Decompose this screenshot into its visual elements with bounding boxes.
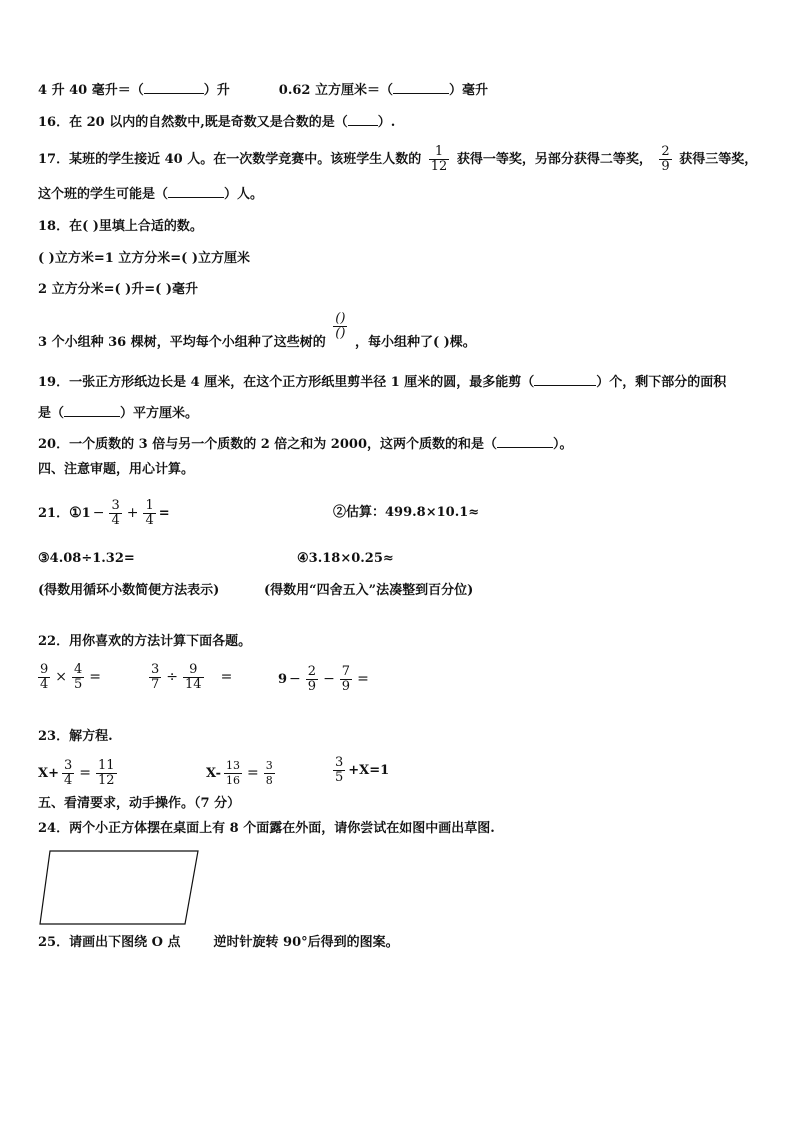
- q17-line1-post: 获得三等奖，: [679, 152, 758, 167]
- q21-note1: (得数用循环小数简便方法表示): [38, 583, 220, 598]
- q22-expr3: 9 − $\frac{2}{9}$ − $\frac{7}{9}$ =: [278, 664, 369, 694]
- q19-line1-pre: 19．一张正方形纸边长是 4 厘米，在这个正方形纸里剪半径 1 厘米的圆，最多能剪（: [38, 375, 535, 390]
- q22-term: 9: [278, 672, 288, 687]
- q15-part2-post: ）毫升: [449, 83, 489, 98]
- q19-line2-pre: 是（: [38, 406, 65, 421]
- q23-title: 23．解方程.: [38, 729, 113, 744]
- section-4-heading: 四、注意审题，用心计算。: [38, 462, 195, 477]
- q23-term: X-: [206, 766, 222, 781]
- fraction: $\frac{3}{4}$: [111, 498, 120, 528]
- q20-text-post: ）。: [553, 437, 573, 452]
- q18-line2: 2 立方分米=( )升=( )毫升: [38, 282, 199, 297]
- q21-note2: (得数用“四舍五入”法凑整到百分位): [264, 583, 474, 598]
- fraction: $\frac{1}{12}$: [430, 144, 448, 174]
- q21-part4: ④3.18×0.25≈: [297, 551, 394, 566]
- fraction: $\frac{3}{4}$: [63, 758, 73, 788]
- fraction: $\frac{4}{5}$: [74, 662, 83, 692]
- q15-line: [38, 82, 488, 100]
- q15-part1-pre: 4 升 40 毫升＝（: [38, 83, 144, 98]
- q21-part1: 21．①1 − $\frac{3}{4}$ + $\frac{1}{4}$ =: [38, 498, 170, 528]
- answer-blank[interactable]: [168, 197, 224, 198]
- fraction: $\frac{7}{9}$: [341, 664, 351, 694]
- fraction: $\frac{3}{7}$: [151, 662, 160, 692]
- parallelogram-figure: [38, 848, 202, 928]
- equals: =: [158, 506, 170, 521]
- q21-term: 1: [81, 506, 91, 521]
- fraction: $\frac{2}{9}$: [661, 144, 670, 174]
- q17-line1-mid: 获得一等奖，另部分获得二等奖，: [456, 152, 652, 167]
- answer-blank[interactable]: [497, 447, 553, 448]
- q18-line3-post: ，每小组种了( )棵。: [354, 335, 476, 350]
- fraction: $\frac{9}{14}$: [185, 662, 202, 692]
- q19-line1-post: ）个，剩下部分的面积: [596, 375, 727, 390]
- fraction: $\frac{2}{9}$: [307, 664, 317, 694]
- q19-line2-post: ）平方厘米。: [120, 406, 199, 421]
- q18-line3: [38, 311, 476, 350]
- q22-expr1: $\frac{9}{4}$ × $\frac{4}{5}$ =: [40, 662, 102, 692]
- circled-1: ①: [69, 505, 82, 521]
- answer-blank[interactable]: [534, 385, 596, 386]
- q23-eq2: X- $\frac{13}{16}$ = $\frac{3}{8}$: [206, 759, 273, 787]
- q17-line2: [38, 186, 263, 204]
- q21-label: 21．: [38, 506, 70, 521]
- q18-line1: ( )立方米=1 立方分米=( )立方厘米: [38, 251, 251, 266]
- q17-line2-post: ）人。: [224, 187, 264, 202]
- section-5-heading: 五、看清要求，动手操作。（7 分）: [38, 796, 241, 811]
- q16-line: [38, 114, 395, 132]
- q15-part1-post: ）升: [203, 83, 230, 98]
- q16-text-post: ）.: [377, 115, 396, 130]
- q22-title: 22．用你喜欢的方法计算下面各题。: [38, 634, 252, 649]
- q15-part2-pre: 0.62 立方厘米＝（: [278, 83, 393, 98]
- q18-title: 18．在( )里填上合适的数。: [38, 219, 203, 234]
- fraction: $\frac{1}{4}$: [145, 498, 154, 528]
- answer-blank[interactable]: [64, 416, 120, 417]
- answer-blank[interactable]: [393, 93, 449, 94]
- q25-text-pre: 25．请画出下图绕 O 点: [38, 935, 181, 950]
- q25-line: [38, 934, 399, 952]
- q16-text-pre: 16．在 20 以内的自然数中,既是奇数又是合数的是（: [38, 115, 348, 130]
- fraction: $\frac{9}{4}$: [40, 662, 49, 692]
- answer-blank[interactable]: [348, 125, 378, 126]
- answer-blank[interactable]: [144, 93, 204, 94]
- q21-part2: ②估算：499.8×10.1≈: [333, 505, 480, 520]
- q17-line1: [38, 144, 757, 176]
- q21-part3: ③4.08÷1.32=: [38, 551, 135, 566]
- fraction: $\frac{3}{8}$: [265, 759, 273, 787]
- q23-term: X+: [38, 766, 59, 781]
- q19-line1: [38, 374, 726, 392]
- fraction: $\frac{3}{5}$: [335, 755, 344, 785]
- q19-line2: [38, 405, 198, 423]
- fraction: $\frac{()}{()}$: [335, 311, 346, 341]
- q17-line1-pre: 17．某班的学生接近 40 人。在一次数学竞赛中。该班学生人数的: [38, 152, 422, 167]
- q23-eq1: X+ $\frac{3}{4}$ = $\frac{11}{12}$: [38, 758, 115, 788]
- fraction: $\frac{11}{12}$: [98, 758, 115, 788]
- q20-text-pre: 20．一个质数的 3 倍与另一个质数的 2 倍之和为 2000，这两个质数的和是（: [38, 437, 497, 452]
- q18-line3-pre: 3 个小组种 36 棵树，平均每个小组种了这些树的: [38, 335, 326, 350]
- q25-text-post: 逆时针旋转 90°后得到的图案。: [213, 935, 399, 950]
- q17-line2-pre: 这个班的学生可能是（: [38, 187, 169, 202]
- q20-line: [38, 436, 573, 454]
- fraction: $\frac{13}{16}$: [226, 759, 241, 787]
- q23-eq3: [330, 754, 389, 788]
- q23-term: +X=1: [348, 763, 390, 778]
- q24-text: 24．两个小正方体摆在桌面上有 8 个面露在外面，请你尝试在如图中画出草图.: [38, 821, 495, 836]
- q22-expr2: $\frac{3}{7}$ ÷ $\frac{9}{14}$ =: [151, 662, 233, 692]
